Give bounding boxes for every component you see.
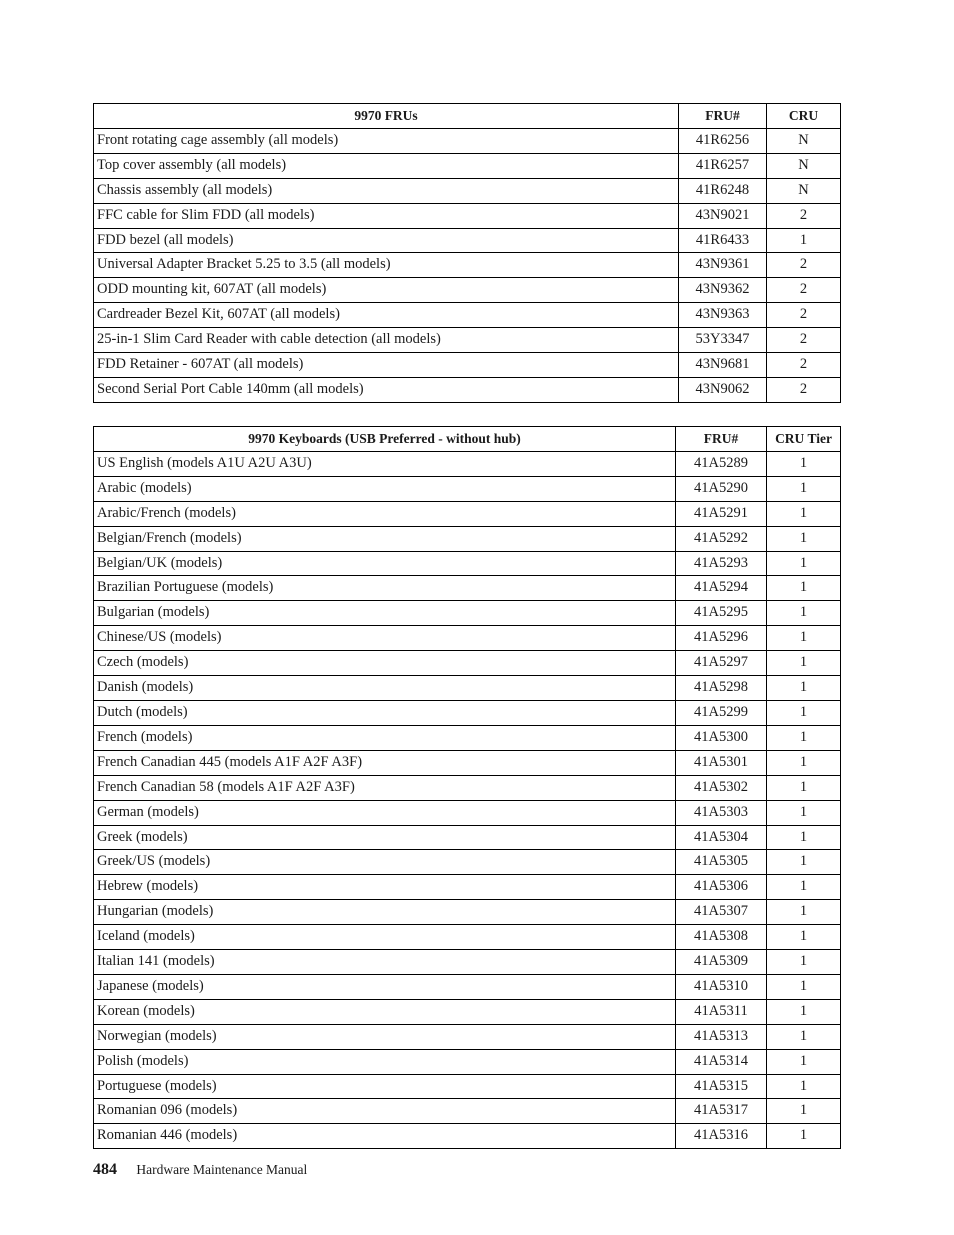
row-description: Chinese/US (models) (94, 626, 676, 651)
row-cru-value: 1 (767, 1049, 841, 1074)
row-cru-value: 1 (767, 900, 841, 925)
row-description: German (models) (94, 800, 676, 825)
row-cru-value: 1 (767, 1074, 841, 1099)
row-cru-value: 1 (767, 800, 841, 825)
row-cru-value: 1 (767, 476, 841, 501)
row-description: US English (models A1U A2U A3U) (94, 451, 676, 476)
row-description: Romanian 446 (models) (94, 1124, 676, 1149)
row-cru-value: 1 (767, 950, 841, 975)
table-row (94, 501, 841, 526)
row-description: Universal Adapter Bracket 5.25 to 3.5 (all models) (94, 253, 679, 278)
table-row (94, 700, 841, 725)
row-description: Brazilian Portuguese (models) (94, 576, 676, 601)
table-row (94, 576, 841, 601)
table-row (94, 999, 841, 1024)
row-cru-value: 1 (767, 974, 841, 999)
row-cru-value: N (767, 128, 841, 153)
row-fru-number: 41A5291 (676, 501, 767, 526)
table-row (94, 377, 841, 402)
row-description: Cardreader Bezel Kit, 607AT (all models) (94, 303, 679, 328)
row-cru-value: 1 (767, 576, 841, 601)
table-row (94, 875, 841, 900)
row-description: FFC cable for Slim FDD (all models) (94, 203, 679, 228)
row-fru-number: 41A5295 (676, 601, 767, 626)
row-description: Danish (models) (94, 676, 676, 701)
table-row (94, 551, 841, 576)
column-header-fru-number: FRU# (679, 104, 767, 129)
row-description: Second Serial Port Cable 140mm (all models) (94, 377, 679, 402)
row-fru-number: 41A5289 (676, 451, 767, 476)
column-header-description: 9970 FRUs (94, 104, 679, 129)
row-fru-number: 41A5301 (676, 750, 767, 775)
row-description: Hebrew (models) (94, 875, 676, 900)
row-cru-value: 1 (767, 850, 841, 875)
row-description: FDD Retainer - 607AT (all models) (94, 353, 679, 378)
row-cru-value: 1 (767, 925, 841, 950)
row-cru-value: 1 (767, 999, 841, 1024)
row-description: Korean (models) (94, 999, 676, 1024)
row-cru-value: 1 (767, 626, 841, 651)
row-fru-number: 43N9361 (679, 253, 767, 278)
table-row (94, 925, 841, 950)
table-row (94, 228, 841, 253)
row-fru-number: 41A5314 (676, 1049, 767, 1074)
row-cru-value: 2 (767, 278, 841, 303)
table-header-row (94, 104, 841, 129)
table-row (94, 750, 841, 775)
row-fru-number: 41A5298 (676, 676, 767, 701)
row-fru-number: 41A5316 (676, 1124, 767, 1149)
table-row (94, 725, 841, 750)
table-row (94, 1099, 841, 1124)
fru-table (93, 103, 841, 403)
row-cru-value: 1 (767, 526, 841, 551)
row-cru-value: 1 (767, 825, 841, 850)
row-fru-number: 41A5290 (676, 476, 767, 501)
row-cru-value: 2 (767, 203, 841, 228)
row-fru-number: 41A5317 (676, 1099, 767, 1124)
row-fru-number: 41A5315 (676, 1074, 767, 1099)
row-fru-number: 41A5311 (676, 999, 767, 1024)
table-row (94, 1049, 841, 1074)
row-fru-number: 43N9062 (679, 377, 767, 402)
row-fru-number: 41A5307 (676, 900, 767, 925)
row-fru-number: 41R6433 (679, 228, 767, 253)
row-fru-number: 41A5308 (676, 925, 767, 950)
row-description: French Canadian 445 (models A1F A2F A3F) (94, 750, 676, 775)
row-description: Italian 141 (models) (94, 950, 676, 975)
row-fru-number: 43N9362 (679, 278, 767, 303)
row-cru-value: 1 (767, 700, 841, 725)
row-cru-value: 1 (767, 651, 841, 676)
row-description: Norwegian (models) (94, 1024, 676, 1049)
row-description: Hungarian (models) (94, 900, 676, 925)
table-row (94, 626, 841, 651)
row-fru-number: 53Y3347 (679, 328, 767, 353)
column-header-cru: CRU (767, 104, 841, 129)
table-body (94, 451, 841, 1148)
row-fru-number: 41A5297 (676, 651, 767, 676)
table-row (94, 1074, 841, 1099)
table-header-row (94, 427, 841, 452)
column-header-description: 9970 Keyboards (USB Preferred - without hub) (94, 427, 676, 452)
row-description: Japanese (models) (94, 974, 676, 999)
table-row (94, 1024, 841, 1049)
table-row (94, 974, 841, 999)
row-fru-number: 41A5304 (676, 825, 767, 850)
table-row (94, 676, 841, 701)
row-description: FDD bezel (all models) (94, 228, 679, 253)
row-cru-value: 1 (767, 1099, 841, 1124)
table-row (94, 303, 841, 328)
row-fru-number: 41A5296 (676, 626, 767, 651)
table-row (94, 850, 841, 875)
manual-title: Hardware Maintenance Manual (136, 1162, 308, 1177)
row-fru-number: 41A5293 (676, 551, 767, 576)
row-cru-value: 1 (767, 551, 841, 576)
row-description: Top cover assembly (all models) (94, 153, 679, 178)
row-cru-value: 1 (767, 725, 841, 750)
row-description: Greek (models) (94, 825, 676, 850)
table-row (94, 353, 841, 378)
row-cru-value: 1 (767, 601, 841, 626)
row-fru-number: 41A5313 (676, 1024, 767, 1049)
row-description: Czech (models) (94, 651, 676, 676)
row-cru-value: 1 (767, 750, 841, 775)
row-fru-number: 41R6248 (679, 178, 767, 203)
row-description: French (models) (94, 725, 676, 750)
table-row (94, 900, 841, 925)
row-cru-value: N (767, 153, 841, 178)
row-description: Romanian 096 (models) (94, 1099, 676, 1124)
row-cru-value: 1 (767, 676, 841, 701)
table-row (94, 203, 841, 228)
row-fru-number: 41R6257 (679, 153, 767, 178)
row-fru-number: 41A5306 (676, 875, 767, 900)
row-cru-value: 1 (767, 1124, 841, 1149)
row-cru-value: 2 (767, 377, 841, 402)
table-row (94, 825, 841, 850)
table-row (94, 775, 841, 800)
table-row (94, 950, 841, 975)
page-number: 484 (93, 1161, 117, 1178)
row-description: Front rotating cage assembly (all models) (94, 128, 679, 153)
row-fru-number: 41A5302 (676, 775, 767, 800)
row-fru-number: 41A5292 (676, 526, 767, 551)
row-fru-number: 41A5305 (676, 850, 767, 875)
row-fru-number: 41A5299 (676, 700, 767, 725)
table-row (94, 476, 841, 501)
table-row (94, 526, 841, 551)
row-fru-number: 41A5309 (676, 950, 767, 975)
row-description: Polish (models) (94, 1049, 676, 1074)
row-cru-value: 1 (767, 875, 841, 900)
row-fru-number: 41A5303 (676, 800, 767, 825)
row-cru-value: 1 (767, 501, 841, 526)
table-row (94, 153, 841, 178)
row-cru-value: N (767, 178, 841, 203)
column-header-fru-number: FRU# (676, 427, 767, 452)
page-footer (93, 1161, 307, 1179)
table-row (94, 651, 841, 676)
table-row (94, 253, 841, 278)
row-description: Arabic (models) (94, 476, 676, 501)
column-header-cru-tier: CRU Tier (767, 427, 841, 452)
row-description: Chassis assembly (all models) (94, 178, 679, 203)
keyboard-fru-table (93, 426, 841, 1149)
row-cru-value: 1 (767, 228, 841, 253)
table-row (94, 328, 841, 353)
row-description: ODD mounting kit, 607AT (all models) (94, 278, 679, 303)
row-fru-number: 41A5300 (676, 725, 767, 750)
table-row (94, 278, 841, 303)
row-description: Belgian/UK (models) (94, 551, 676, 576)
row-fru-number: 43N9363 (679, 303, 767, 328)
table-row (94, 128, 841, 153)
row-cru-value: 1 (767, 1024, 841, 1049)
row-description: Bulgarian (models) (94, 601, 676, 626)
row-description: Dutch (models) (94, 700, 676, 725)
row-cru-value: 2 (767, 328, 841, 353)
row-fru-number: 41A5310 (676, 974, 767, 999)
row-cru-value: 2 (767, 253, 841, 278)
table-row (94, 601, 841, 626)
row-cru-value: 2 (767, 353, 841, 378)
row-cru-value: 2 (767, 303, 841, 328)
row-description: Portuguese (models) (94, 1074, 676, 1099)
row-fru-number: 43N9681 (679, 353, 767, 378)
row-fru-number: 41A5294 (676, 576, 767, 601)
row-fru-number: 43N9021 (679, 203, 767, 228)
row-cru-value: 1 (767, 775, 841, 800)
row-description: 25-in-1 Slim Card Reader with cable detection (all models) (94, 328, 679, 353)
row-description: Iceland (models) (94, 925, 676, 950)
row-description: Belgian/French (models) (94, 526, 676, 551)
row-description: Greek/US (models) (94, 850, 676, 875)
row-cru-value: 1 (767, 451, 841, 476)
row-fru-number: 41R6256 (679, 128, 767, 153)
table-row (94, 451, 841, 476)
table-row (94, 178, 841, 203)
row-description: Arabic/French (models) (94, 501, 676, 526)
table-row (94, 800, 841, 825)
table-row (94, 1124, 841, 1149)
row-description: French Canadian 58 (models A1F A2F A3F) (94, 775, 676, 800)
table-body (94, 128, 841, 402)
